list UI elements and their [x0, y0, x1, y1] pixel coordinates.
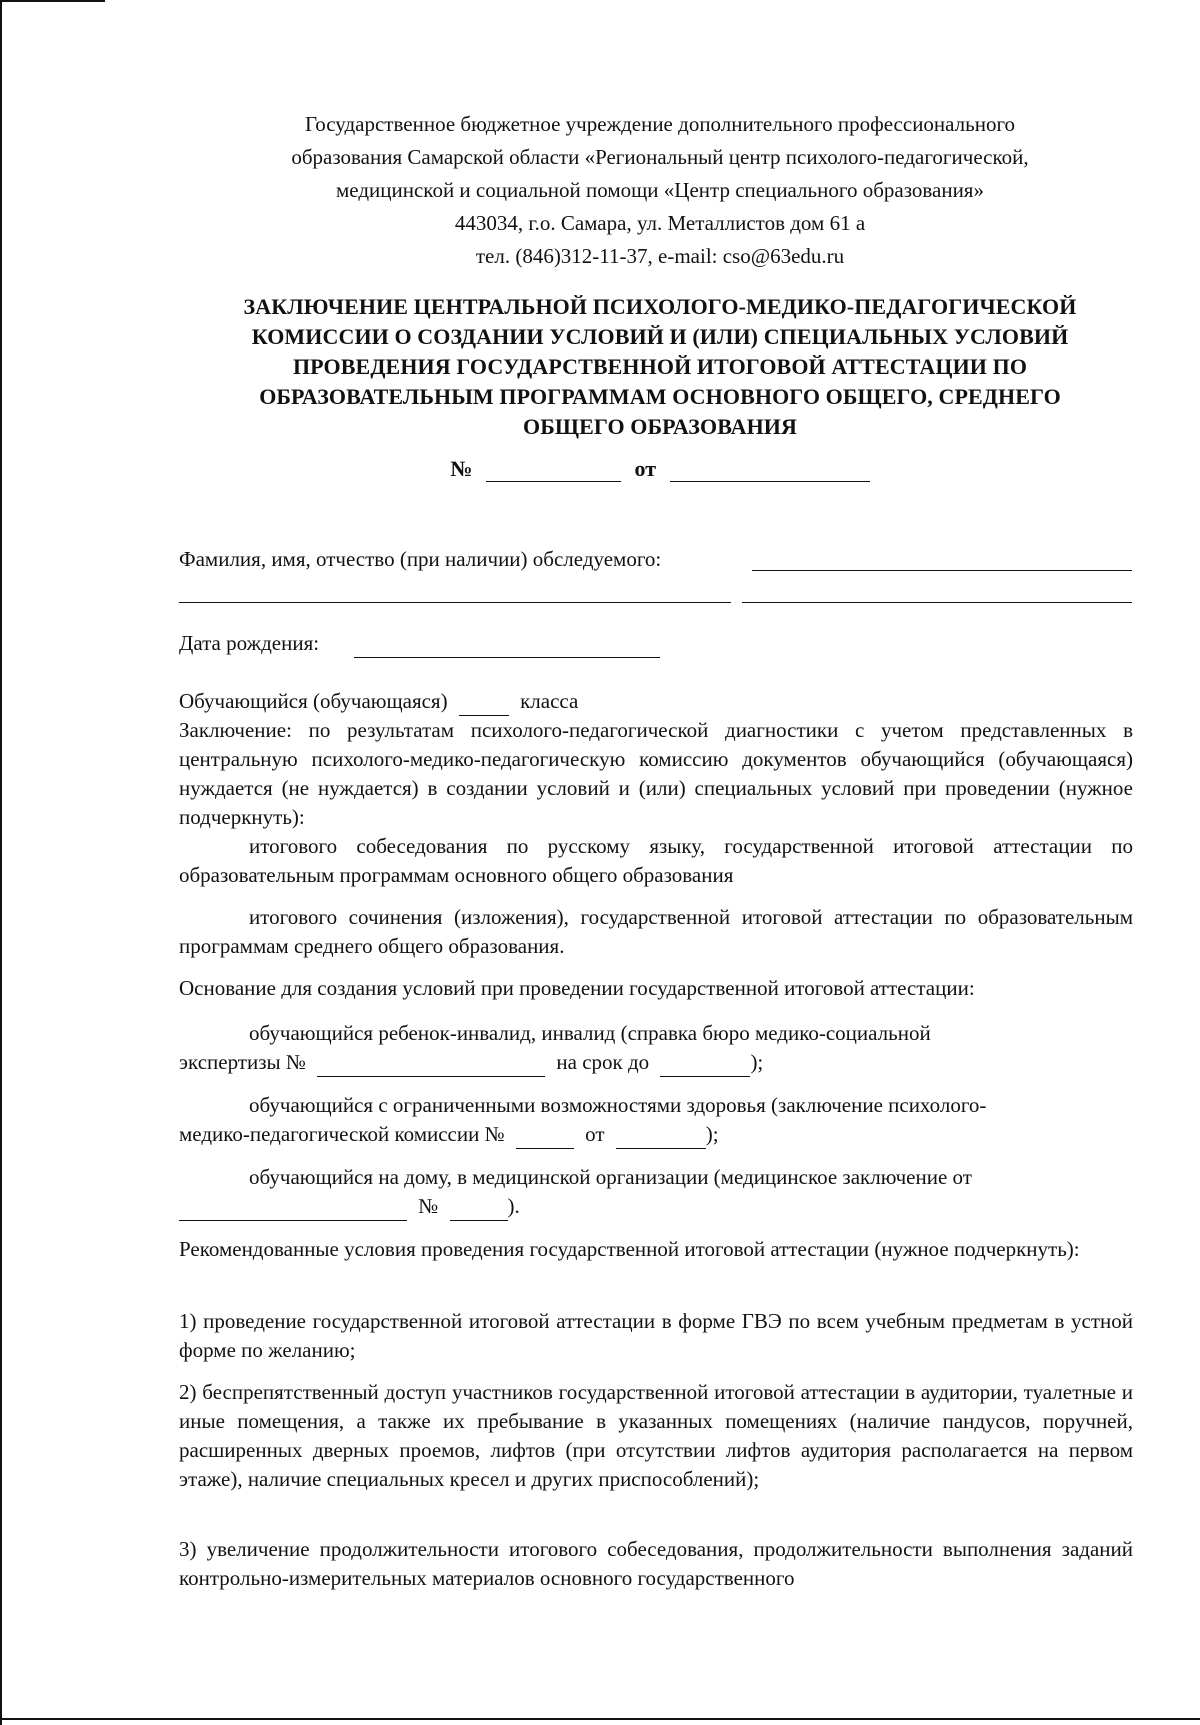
recommended-item-2[interactable]: 2) беспрепятственный доступ участников государственной итоговой аттестации в аудитории, туалетные и иные помещения, а также их пребывание в указанных помещениях (наличие пандусов, поручней, расширенных дверных проемов, лифтов (при отсутствии лифтов аудитория располагается на первом этаже), наличие специальных кресел и других приспособлений);	[179, 1380, 1133, 1491]
fio-field-1[interactable]	[752, 570, 1132, 571]
mse-term-label: на срок до	[556, 1050, 650, 1074]
header-line-1: Государственное бюджетное учреждение дополнительного профессионального	[304, 112, 1016, 136]
header-contacts: тел. (846)312-11-37, e-mail: cso@63edu.ru	[475, 244, 845, 268]
conclusion-text: Заключение: по результатам психолого-педагогической диагностики с учетом представленных в центральную психолого-медико-педагогическую комиссию документов обучающийся (обучающаяся) нуждается (не нуждается) в создании условий и (или) специальных условий при проведении (нужное подчеркнуть):	[179, 718, 1133, 829]
scan-edge-left	[0, 0, 2, 1725]
recommended-heading: Рекомендованные условия проведения государственной итоговой аттестации (нужное подчеркнуть):	[179, 1237, 1080, 1261]
basis-item-1-fields	[179, 1048, 1133, 1077]
recommended-item-3[interactable]: 3) увеличение продолжительности итогового собеседования, продолжительности выполнения заданий контрольно-измерительных материалов основного государственного	[179, 1537, 1133, 1590]
scan-edge-bottom	[0, 1718, 1200, 1720]
pmpk-number-field[interactable]	[516, 1128, 574, 1149]
birth-row	[179, 629, 1133, 658]
title-line-5: ОБЩЕГО ОБРАЗОВАНИЯ	[523, 414, 797, 439]
organization-header	[180, 108, 1140, 273]
number-label: №	[450, 456, 473, 481]
mse-number-field[interactable]	[317, 1056, 545, 1077]
header-address: 443034, г.о. Самара, ул. Металлистов дом 61 а	[454, 211, 866, 235]
pmpk-date-label: от	[585, 1122, 605, 1146]
fio-label: Фамилия, имя, отчество (при наличии) обследуемого:	[179, 547, 662, 571]
birth-label: Дата рождения:	[179, 631, 320, 655]
pmpk-date-field[interactable]	[616, 1128, 706, 1149]
med-number-label: №	[418, 1194, 439, 1218]
med-date-field[interactable]	[179, 1200, 407, 1221]
number-date-line	[180, 456, 1140, 482]
document-title	[180, 292, 1140, 442]
fio-field-2[interactable]	[179, 602, 731, 603]
option-essay[interactable]: итогового сочинения (изложения), государственной итоговой аттестации по образовательным программам среднего общего образования.	[179, 905, 1133, 958]
date-from-label: от	[634, 456, 657, 481]
recommended-item-1[interactable]: 1) проведение государственной итоговой аттестации в форме ГВЭ по всем учебным предметам в устной форме по желанию;	[179, 1309, 1133, 1362]
header-line-2: образования Самарской области «Региональный центр психолого-педагогической,	[291, 145, 1029, 169]
class-field[interactable]	[459, 695, 509, 716]
fio-field-3[interactable]	[742, 602, 1132, 603]
basis-item-3-fields	[179, 1192, 1133, 1221]
scan-edge-top-left	[0, 0, 105, 2]
mse-term-field[interactable]	[660, 1056, 750, 1077]
date-from-field[interactable]	[670, 461, 870, 482]
header-line-3: медицинской и социальной помощи «Центр специального образования»	[336, 178, 984, 202]
pmpk-number-label: медико-педагогической комиссии №	[179, 1122, 505, 1146]
mse-close: );	[750, 1050, 764, 1074]
title-line-4: ОБРАЗОВАТЕЛЬНЫМ ПРОГРАММАМ ОСНОВНОГО ОБЩЕГО, СРЕДНЕГО	[259, 384, 1061, 409]
title-line-3: ПРОВЕДЕНИЯ ГОСУДАРСТВЕННОЙ ИТОГОВОЙ АТТЕСТАЦИИ ПО	[292, 354, 1028, 379]
basis-heading: Основание для создания условий при проведении государственной итоговой аттестации:	[179, 976, 975, 1000]
title-line-2: КОМИССИИ О СОЗДАНИИ УСЛОВИЙ И (ИЛИ) СПЕЦИАЛЬНЫХ УСЛОВИЙ	[251, 324, 1069, 349]
student-label: Обучающийся (обучающаяся)	[179, 689, 448, 713]
basis-item-1-line: обучающийся ребенок-инвалид, инвалид (справка бюро медико-социальной	[249, 1021, 931, 1045]
pmpk-close: );	[705, 1122, 719, 1146]
mse-number-label: экспертизы №	[179, 1050, 306, 1074]
number-field[interactable]	[486, 461, 621, 482]
class-label: класса	[520, 689, 579, 713]
med-close: ).	[507, 1194, 520, 1218]
basis-item-2-fields	[179, 1120, 1133, 1149]
med-number-field[interactable]	[450, 1200, 508, 1221]
option-interview[interactable]: итогового собеседования по русскому языку, государственной итоговой аттестации по образовательным программам основного общего образования	[179, 834, 1133, 887]
basis-item-3-line: обучающийся на дому, в медицинской организации (медицинское заключение от	[249, 1165, 972, 1189]
title-line-1: ЗАКЛЮЧЕНИЕ ЦЕНТРАЛЬНОЙ ПСИХОЛОГО-МЕДИКО-ПЕДАГОГИЧЕСКОЙ	[243, 294, 1077, 319]
birth-date-field[interactable]	[354, 657, 660, 658]
student-row	[179, 687, 1133, 716]
basis-item-2-line: обучающийся с ограниченными возможностями здоровья (заключение психолого-	[249, 1093, 987, 1117]
